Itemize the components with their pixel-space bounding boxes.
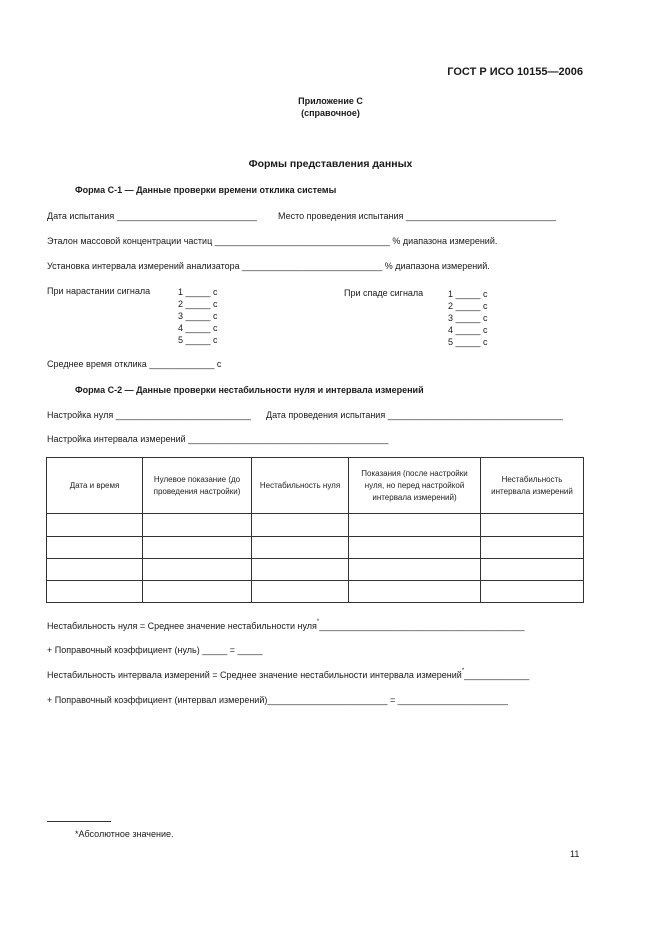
zero-correction-line: + Поправочный коэффициент (нуль) _____ = _____ bbox=[47, 645, 263, 655]
rise-item: 4 _____ с bbox=[178, 323, 218, 333]
table-header-cell: Дата и время bbox=[47, 458, 143, 514]
table-row bbox=[47, 580, 584, 602]
appendix-note: (справочное) bbox=[301, 108, 360, 118]
rise-label: При нарастании сигнала bbox=[47, 286, 151, 296]
table-header-cell: Нулевое показание (до проведения настройки) bbox=[143, 458, 252, 514]
table-cell[interactable] bbox=[143, 558, 252, 580]
appendix-title: Приложение С bbox=[298, 96, 363, 106]
table-header-row bbox=[47, 458, 584, 514]
table-row bbox=[47, 514, 584, 536]
rise-item: 2 _____ с bbox=[178, 299, 218, 309]
form1-date-line: Дата испытания ____________________________ bbox=[47, 211, 257, 221]
table-cell[interactable] bbox=[252, 558, 349, 580]
section-title: Формы представления данных bbox=[248, 158, 413, 170]
table-cell[interactable] bbox=[47, 536, 143, 558]
table-cell[interactable] bbox=[143, 536, 252, 558]
fall-item: 4 _____ с bbox=[448, 325, 488, 335]
equation-text: Нестабильность нуля = Среднее значение нестабильности нуля bbox=[47, 621, 317, 631]
table-row bbox=[47, 558, 584, 580]
span-correction-line: + Поправочный коэффициент (интервал измерений)________________________ = ______________________ bbox=[47, 695, 508, 705]
table-cell[interactable] bbox=[47, 558, 143, 580]
form2-title: Форма С-2 — Данные проверки нестабильности нуля и интервала измерений bbox=[75, 385, 424, 395]
table-cell[interactable] bbox=[349, 514, 481, 536]
rise-item: 5 _____ с bbox=[178, 335, 218, 345]
table-header-cell: Нестабильность нуля bbox=[252, 458, 349, 514]
form1-interval-line: Установка интервала измерений анализатора ____________________________ % диапазона измерений. bbox=[47, 261, 490, 271]
table-cell[interactable] bbox=[252, 580, 349, 602]
table-cell[interactable] bbox=[47, 514, 143, 536]
fall-item: 2 _____ с bbox=[448, 301, 488, 311]
rise-list bbox=[178, 286, 218, 346]
table-header-cell: Показания (после настройки нуля, но перед настройкой интервала измерений) bbox=[349, 458, 481, 514]
table-cell[interactable] bbox=[349, 558, 481, 580]
form1-standard-line: Эталон массовой концентрации частиц ___________________________________ % диапазона измерений. bbox=[47, 236, 498, 246]
fall-item: 3 _____ с bbox=[448, 313, 488, 323]
test-date-line: Дата проведения испытания ___________________________________ bbox=[266, 410, 563, 420]
page-number: 11 bbox=[570, 849, 580, 859]
rise-item: 1 _____ с bbox=[178, 287, 218, 297]
equation-blank: _____________ bbox=[464, 670, 530, 680]
fall-item: 5 _____ с bbox=[448, 337, 488, 347]
table-cell[interactable] bbox=[47, 580, 143, 602]
data-table bbox=[46, 457, 584, 603]
span-setting-line: Настройка интервала измерений ________________________________________ bbox=[47, 434, 389, 444]
table-row bbox=[47, 536, 584, 558]
table-header-cell: Нестабильность интервала измерений bbox=[481, 458, 584, 514]
table-cell[interactable] bbox=[481, 514, 584, 536]
table-cell[interactable] bbox=[143, 514, 252, 536]
form1-title: Форма С-1 — Данные проверки времени отклика системы bbox=[75, 185, 337, 195]
zero-setting-line: Настройка нуля ___________________________ bbox=[47, 410, 251, 420]
table-cell[interactable] bbox=[143, 580, 252, 602]
table-cell[interactable] bbox=[349, 536, 481, 558]
table-cell[interactable] bbox=[349, 580, 481, 602]
fall-item: 1 _____ с bbox=[448, 289, 488, 299]
table-cell[interactable] bbox=[481, 536, 584, 558]
table-cell[interactable] bbox=[481, 558, 584, 580]
fall-list bbox=[448, 288, 488, 348]
rise-item: 3 _____ с bbox=[178, 311, 218, 321]
zero-drift-equation bbox=[47, 621, 524, 631]
document-standard-number: ГОСТ Р ИСО 10155—2006 bbox=[447, 66, 583, 78]
form1-place-line: Место проведения испытания ______________________________ bbox=[278, 211, 557, 221]
equation-blank: _________________________________________ bbox=[319, 621, 525, 631]
span-drift-equation bbox=[47, 670, 529, 680]
footnote-mark: * bbox=[461, 668, 465, 674]
table-cell[interactable] bbox=[252, 536, 349, 558]
table-cell[interactable] bbox=[481, 580, 584, 602]
table-cell[interactable] bbox=[252, 514, 349, 536]
fall-label: При спаде сигнала bbox=[344, 288, 424, 298]
footnote-mark: * bbox=[316, 619, 320, 625]
footnote-text: *Абсолютное значение. bbox=[75, 829, 174, 839]
avg-response-line: Среднее время отклика _____________ с bbox=[47, 359, 222, 369]
footnote-divider bbox=[47, 821, 111, 822]
equation-text: Нестабильность интервала измерений = Среднее значение нестабильности интервала измерений bbox=[47, 670, 462, 680]
